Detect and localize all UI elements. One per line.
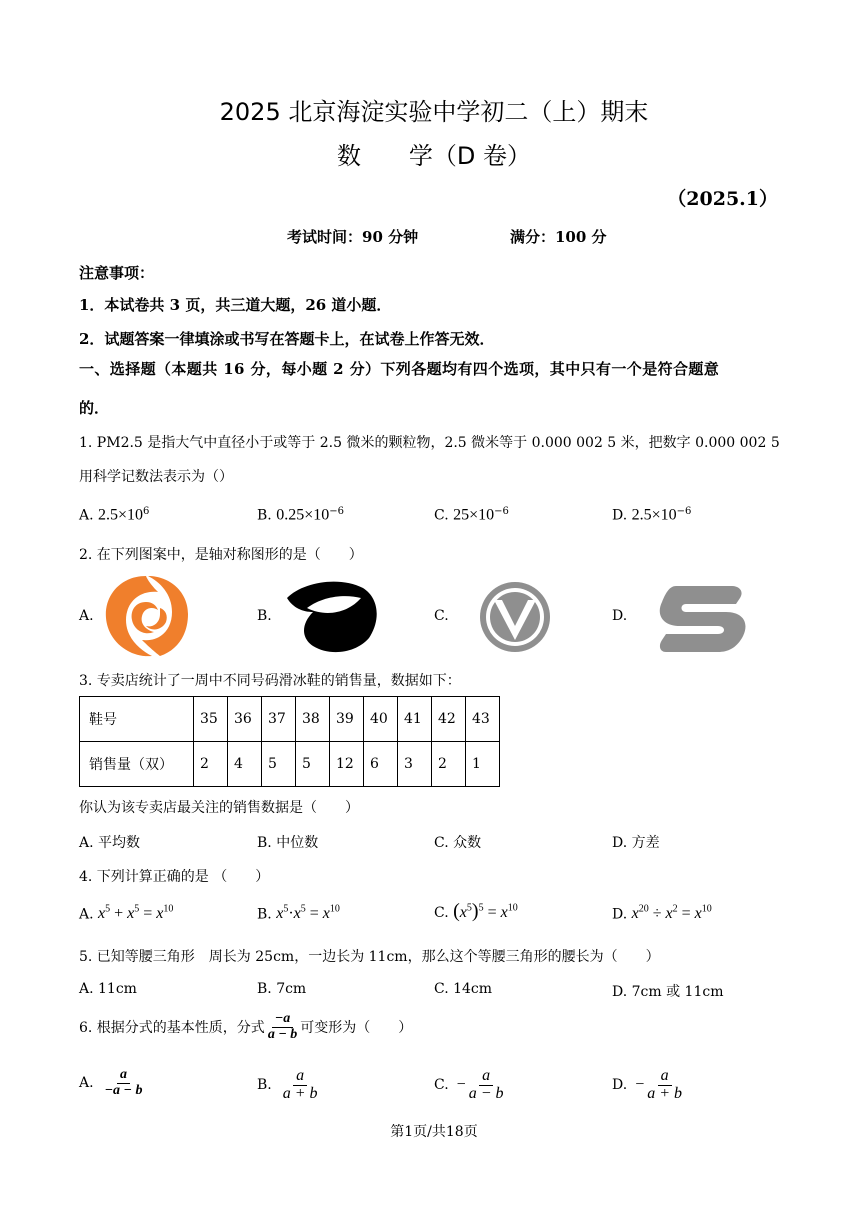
table-cell: 37 — [262, 697, 296, 742]
black-eye-logo-icon — [283, 576, 381, 656]
q5-option-c: C. 14cm — [434, 981, 493, 997]
section-heading: 一、选择题（本题共 16 分，每小题 2 分）下列各题均有四个选项，其中只有一个是符合题意 — [79, 360, 720, 378]
q6-fraction: $\frac{-a}{a - b}$ — [267, 1011, 298, 1042]
q2-option-b-label: B. — [257, 608, 272, 624]
section-heading-cont: 的． — [79, 399, 110, 417]
table-cell: 42 — [432, 697, 466, 742]
swirl-logo-icon — [100, 572, 192, 660]
q4-option-c: C. $(x^5)^5 = x^{10}$ — [434, 900, 518, 922]
v-circle-logo-icon — [476, 578, 554, 656]
table-row — [80, 697, 500, 742]
q4-stem: 4. 下列计算正确的是 （ ） — [79, 869, 270, 885]
q3-question: 你认为该专卖店最关注的销售数据是（ ） — [79, 800, 359, 816]
full-score: 满分：100 分 — [510, 228, 607, 246]
q6-stem: 6. 根据分式的基本性质，分式 $\frac{-a}{a - b}$ 可变形为（ ） — [79, 1011, 413, 1042]
q5-option-a: A. 11cm — [79, 981, 137, 997]
table-cell: 5 — [262, 742, 296, 787]
q4-option-b: B. $x^5\cdot x^5 = x^{10}$ — [257, 904, 340, 923]
table-cell: 12 — [330, 742, 364, 787]
table-cell: 40 — [364, 697, 398, 742]
table-cell: 3 — [398, 742, 432, 787]
shoe-sales-table — [79, 696, 500, 787]
table-row-header: 鞋号 — [80, 697, 194, 742]
q5-option-d: D. 7cm 或 11cm — [612, 984, 724, 1000]
note-item: 2．试题答案一律填涂或书写在答题卡上，在试卷上作答无效． — [79, 330, 495, 348]
exam-subject: 数 学（D 卷） — [336, 142, 532, 170]
table-cell: 43 — [466, 697, 500, 742]
table-cell: 2 — [432, 742, 466, 787]
q3-stem: 3. 专卖店统计了一周中不同号码滑冰鞋的销售量，数据如下： — [79, 673, 461, 689]
q2-option-d-label: D. — [612, 608, 628, 624]
q3-option-d: D. 方差 — [612, 835, 660, 851]
table-cell: 41 — [398, 697, 432, 742]
q5-option-b: B. 7cm — [257, 981, 307, 997]
q5-stem: 5. 已知等腰三角形 周长为 25cm，一边长为 11cm，那么这个等腰三角形的腰长为（ ） — [79, 949, 660, 965]
q6-option-c: C. − $\frac{a}{a - b}$ — [434, 1067, 504, 1102]
q6-option-a: A. $\frac{a}{-a - b}$ — [79, 1067, 143, 1098]
q6-option-b: B. $\frac{a}{a + b}$ — [257, 1067, 318, 1102]
exam-date: （2025.1） — [667, 188, 778, 210]
q1-stem: 1. PM2.5 是指大气中直径小于或等于 2.5 微米的颗粒物，2.5 微米等于 0.000 002 5 米，把数字 0.000 002 5 — [79, 435, 780, 451]
table-row-header: 销售量（双） — [80, 742, 194, 787]
page-footer: 第1页/共18页 — [390, 1124, 478, 1140]
table-cell: 35 — [194, 697, 228, 742]
table-cell: 1 — [466, 742, 500, 787]
q1-option-d: D. $2.5\times 10^{-6}$ — [612, 506, 692, 524]
q2-option-a-label: A. — [79, 608, 94, 624]
exam-title: 2025 北京海淀实验中学初二（上）期末 — [219, 98, 649, 126]
note-item: 1．本试卷共 3 页，共三道大题，26 道小题． — [79, 296, 392, 314]
table-cell: 4 — [228, 742, 262, 787]
q4-option-d: D. $x^{20} \div x^2 = x^{10}$ — [612, 904, 712, 923]
table-cell: 36 — [228, 697, 262, 742]
q3-option-b: B. 中位数 — [257, 835, 319, 851]
table-cell: 6 — [364, 742, 398, 787]
q1-option-c: C. $25\times 10^{-6}$ — [434, 506, 509, 524]
q3-option-c: C. 众数 — [434, 835, 482, 851]
q3-option-a: A. 平均数 — [79, 835, 141, 851]
q4-option-a: A. $x^5 + x^5 = x^{10}$ — [79, 904, 174, 923]
q2-option-c-label: C. — [434, 608, 449, 624]
table-cell: 39 — [330, 697, 364, 742]
q6-option-d: D. − $\frac{a}{a + b}$ — [612, 1067, 683, 1102]
table-cell: 2 — [194, 742, 228, 787]
q1-stem-cont: 用科学记数法表示为（） — [79, 469, 233, 485]
table-cell: 38 — [296, 697, 330, 742]
table-cell: 5 — [296, 742, 330, 787]
q2-stem: 2. 在下列图案中，是轴对称图形的是（ ） — [79, 547, 363, 563]
notes-heading: 注意事项： — [79, 264, 155, 282]
q1-option-b: B. $0.25\times 10^{-6}$ — [257, 506, 344, 524]
s-logo-icon — [656, 584, 748, 654]
table-row — [80, 742, 500, 787]
q1-option-a: A. $2.5\times 10^6$ — [79, 506, 150, 524]
exam-time: 考试时间：90 分钟 — [287, 228, 419, 246]
